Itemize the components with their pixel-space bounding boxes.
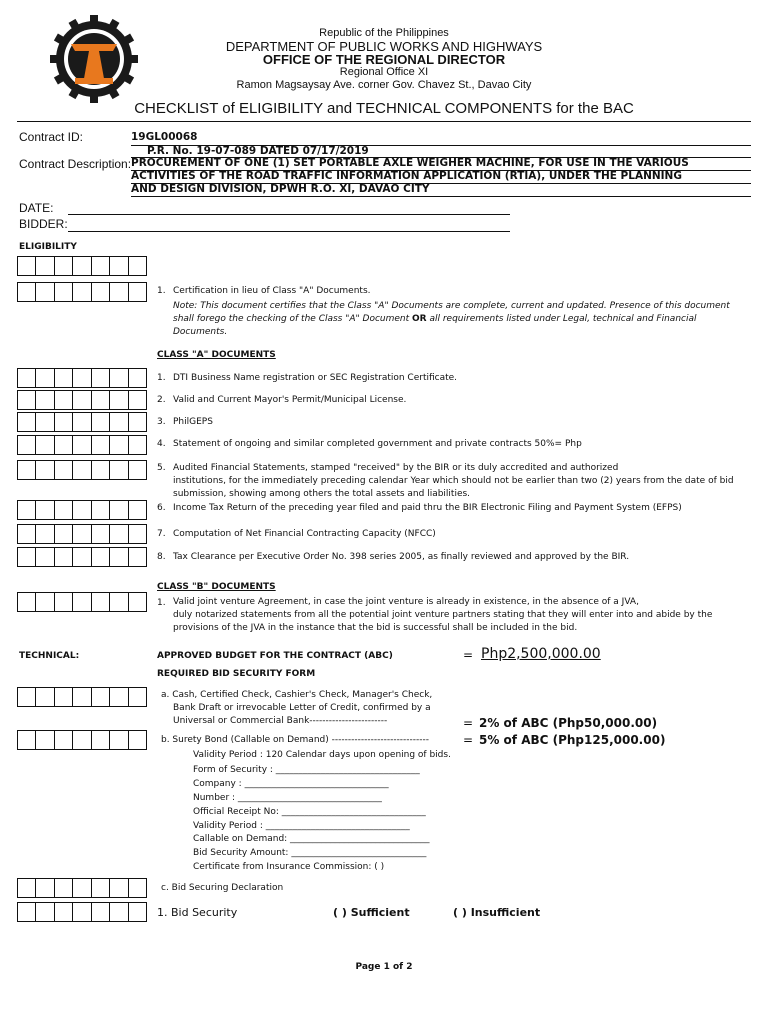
bidder-label: BIDDER: [19,217,68,231]
class-a-5-text: Audited Financial Statements, stamped "received" by the BIR or its duly accredited and authorized [173,463,619,473]
class-a-7-num: 7. [157,529,166,539]
security-c-checkbox-grid[interactable] [17,878,147,898]
note-prefix: Note: This document certifies that the Class "A" Documents are complete, current and updated. Presence of this document shall forego the checking of the Class "A" Document [173,301,730,324]
class-b-1-line3: provisions of the JVA in the instance that the bid is successful shall be included in the bid. [173,623,578,633]
class-b-heading: CLASS "B" DOCUMENTS [157,582,276,592]
class-a-4-num: 4. [157,439,166,449]
date-label: DATE: [19,201,54,215]
class-b-1-checkbox-grid[interactable] [17,592,147,612]
class-a-2-num: 2. [157,395,166,405]
bid-security-form-heading: REQUIRED BID SECURITY FORM [157,669,316,679]
class-a-7-text: Computation of Net Financial Contracting Capacity (NFCC) [173,529,436,539]
insurance-certificate[interactable]: Certificate from Insurance Commission: ( ) [193,862,385,872]
class-a-8-num: 8. [157,552,166,562]
header-republic: Republic of the Philippines [319,27,449,39]
header-address: Ramon Magsaysay Ave. corner Gov. Chavez St., Davao City [236,79,532,91]
class-a-6-num: 6. [157,503,166,513]
title-rule [17,121,751,122]
class-a-1-text: DTI Business Name registration or SEC Registration Certificate. [173,373,458,383]
class-a-3-checkbox-grid[interactable] [17,412,147,432]
security-a-checkbox-grid[interactable] [17,687,147,707]
pr-number: P.R. No. 19-07-089 DATED 07/17/2019 [147,145,369,157]
class-a-3-num: 3. [157,417,166,427]
class-a-heading: CLASS "A" DOCUMENTS [157,350,276,360]
header-region: Regional Office XI [339,66,429,78]
security-b-value: 5% of ABC (Php125,000.00) [479,733,666,747]
class-a-2-checkbox-grid[interactable] [17,390,147,410]
bid-security-checkbox-grid[interactable] [17,902,147,922]
certification-text: Certification in lieu of Class "A" Documents. [173,286,371,296]
contract-description-line2: ACTIVITIES OF THE ROAD TRAFFIC INFORMATION APPLICATION (RTIA), UNDER THE PLANNING [131,170,682,182]
class-a-8-checkbox-grid[interactable] [17,547,147,567]
certification-note [173,300,743,339]
contract-description-line3: AND DESIGN DIVISION, DPWH R.O. XI, DAVAO CITY [131,183,430,195]
abc-value: Php2,500,000.00 [481,646,601,662]
security-b-line: b. Surety Bond (Callable on Demand) ------------------------------ [161,735,430,745]
security-a-equals: = [463,716,474,730]
class-a-2-text: Valid and Current Mayor's Permit/Municipal License. [173,395,407,405]
callable-on-demand-field[interactable]: Callable on Demand: _______________________________ [193,834,430,844]
bid-security-label: 1. Bid Security [157,906,238,919]
form-of-security-field[interactable]: Form of Security : ________________________________ [193,765,420,775]
eligibility-checkbox-grid[interactable] [17,256,147,276]
class-a-6-text: Income Tax Return of the preceding year filed and paid thru the BIR Electronic Filing and Payment System (EFPS) [173,503,682,513]
class-a-1-checkbox-grid[interactable] [17,368,147,388]
class-b-1-num: 1. [157,598,166,608]
certification-checkbox-grid[interactable] [17,282,147,302]
contract-id-value: 19GL00068 [131,131,198,143]
class-b-1-line1: Valid joint venture Agreement, in case the joint venture is already in existence, in the absence of a JVA, [173,597,639,607]
sufficient-option[interactable]: ( ) Sufficient [333,906,410,919]
class-a-1-num: 1. [157,373,166,383]
technical-label: TECHNICAL: [19,651,80,661]
header-department: DEPARTMENT OF PUBLIC WORKS AND HIGHWAYS [225,39,543,54]
security-b-equals: = [463,733,474,747]
security-a-value: 2% of ABC (Php50,000.00) [479,716,658,730]
bidder-field[interactable] [68,231,510,232]
page-title: CHECKLIST of ELIGIBILITY and TECHNICAL COMPONENTS for the BAC [134,100,634,117]
company-field[interactable]: Company : ________________________________ [193,779,389,789]
contract-description-label: Contract Description: [19,157,132,171]
validity-period-field[interactable]: Validity Period : ________________________________ [193,821,410,831]
header-office: OFFICE OF THE REGIONAL DIRECTOR [262,52,506,67]
contract-description-line1: PROCUREMENT OF ONE (1) SET PORTABLE AXLE WEIGHER MACHINE, FOR USE IN THE VARIOUS [131,157,689,169]
class-a-4-text: Statement of ongoing and similar completed government and private contracts 50%= Php [173,439,582,449]
class-a-5-line2: institutions, for the immediately preceding calendar Year which should not be earlier than two (2) years from the date of bid [173,476,734,486]
class-a-5-checkbox-grid[interactable] [17,460,147,480]
note-suffix: all requirements listed under Legal, technical and Financial Documents. [173,314,697,337]
security-a-line1: a. Cash, Certified Check, Cashier's Check, Manager's Check, [161,690,433,700]
date-field[interactable] [68,214,510,215]
class-a-5-line3: submission, showing among others the total assets and liabilities. [173,489,471,499]
official-receipt-field[interactable]: Official Receipt No: ________________________________ [193,807,426,817]
abc-label: APPROVED BUDGET FOR THE CONTRACT (ABC) [157,651,393,661]
page-number: Page 1 of 2 [355,962,413,972]
class-a-5-num: 5. [157,463,166,473]
abc-equals: = [463,648,474,662]
certification-num: 1. [157,286,166,296]
class-a-3-text: PhilGEPS [173,417,213,427]
insufficient-option[interactable]: ( ) Insufficient [453,906,541,919]
note-or: OR [412,314,427,324]
security-a-line2: Bank Draft or irrevocable Letter of Credit, confirmed by a [173,703,431,713]
eligibility-heading: ELIGIBILITY [19,242,77,252]
class-a-8-text: Tax Clearance per Executive Order No. 398 series 2005, as finally reviewed and approved by the BIR. [173,552,630,562]
bid-securing-declaration: c. Bid Securing Declaration [161,883,284,893]
number-field[interactable]: Number : ________________________________ [193,793,382,803]
class-a-6-checkbox-grid[interactable] [17,500,147,520]
class-a-7-checkbox-grid[interactable] [17,524,147,544]
class-b-1-line2: duly notarized statements from all the potential joint venture partners stating that they will enter into and abide by the [173,610,713,620]
rule [131,196,751,197]
class-a-4-checkbox-grid[interactable] [17,435,147,455]
validity-period: Validity Period : 120 Calendar days upon opening of bids. [193,750,451,760]
contract-id-label: Contract ID: [19,130,84,144]
bid-security-amount-field[interactable]: Bid Security Amount: ______________________________ [193,848,427,858]
security-b-checkbox-grid[interactable] [17,730,147,750]
security-a-line3: Universal or Commercial Bank------------------------ [173,716,388,726]
